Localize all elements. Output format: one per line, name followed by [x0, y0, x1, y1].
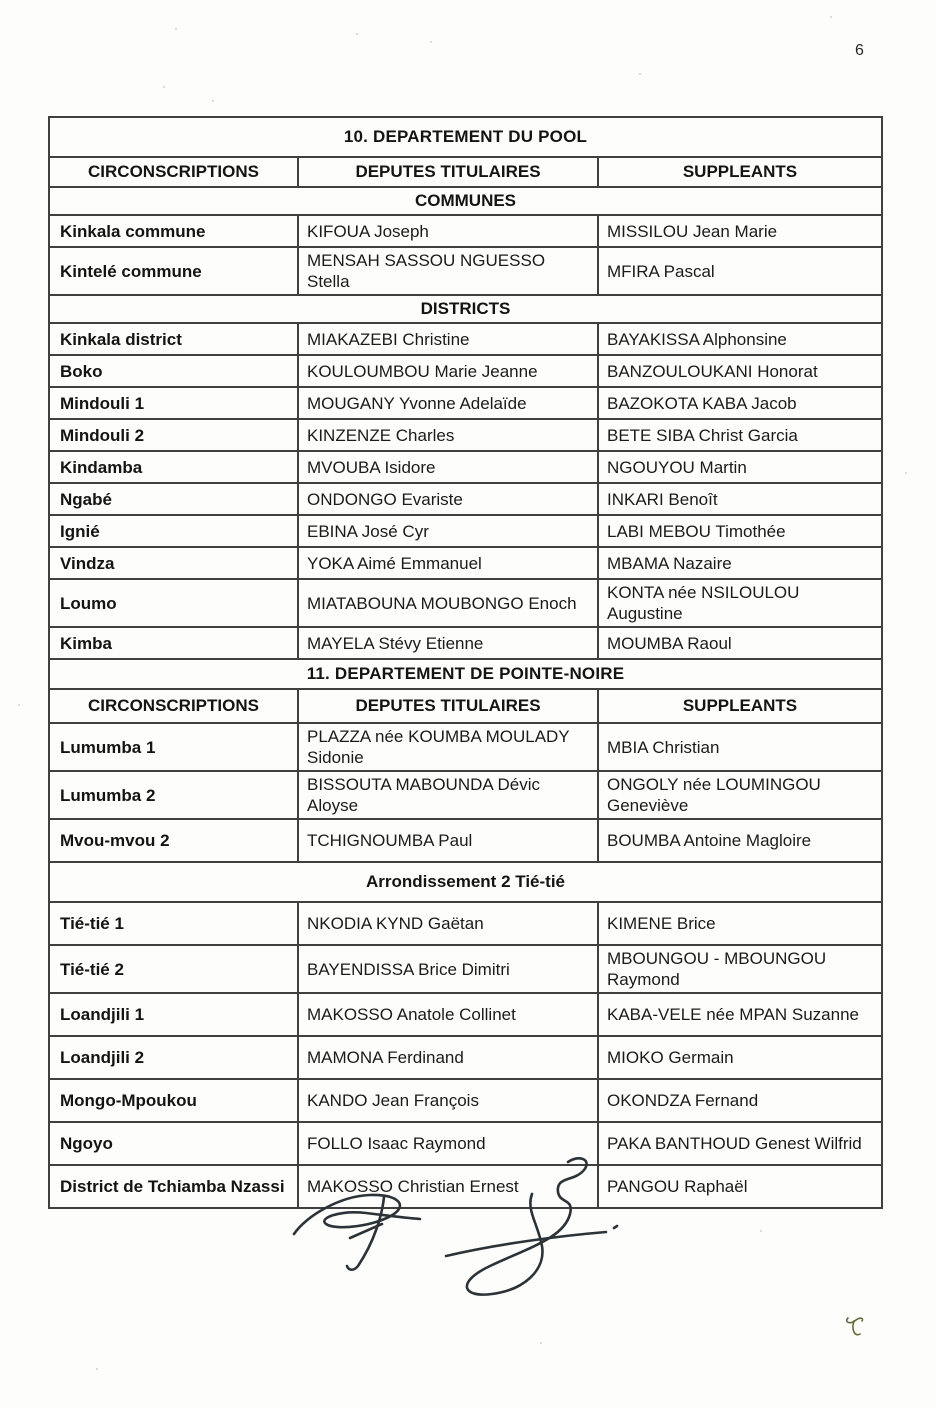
circonscription-cell: Ngoyo [49, 1122, 298, 1165]
suppleant-cell: BANZOULOUKANI Honorat [598, 355, 882, 387]
circonscription-cell: Tié-tié 1 [49, 902, 298, 945]
depute-cell: MAMONA Ferdinand [298, 1036, 598, 1079]
table-row [49, 627, 882, 659]
circonscription-cell: Ignié [49, 515, 298, 547]
table-row [49, 1079, 882, 1122]
depute-cell: KOULOUMBOU Marie Jeanne [298, 355, 598, 387]
depute-cell: MOUGANY Yvonne Adelaïde [298, 387, 598, 419]
suppleant-cell: BETE SIBA Christ Garcia [598, 419, 882, 451]
table-row [49, 451, 882, 483]
table-row [49, 771, 882, 819]
suppleant-cell: BAZOKOTA KABA Jacob [598, 387, 882, 419]
depute-cell: TCHIGNOUMBA Paul [298, 819, 598, 862]
suppleant-cell: BAYAKISSA Alphonsine [598, 323, 882, 355]
circonscription-cell: Loandjili 2 [49, 1036, 298, 1079]
title-row [49, 659, 882, 689]
circonscription-cell: District de Tchiamba Nzassi [49, 1165, 298, 1208]
depute-cell: BISSOUTA MABOUNDA Dévic Aloyse [298, 771, 598, 819]
table-row [49, 993, 882, 1036]
signature-right-icon [428, 1152, 628, 1312]
circonscription-cell: Boko [49, 355, 298, 387]
suppleant-cell: MIOKO Germain [598, 1036, 882, 1079]
table-row [49, 483, 882, 515]
group-row [49, 295, 882, 323]
circonscription-cell: Loumo [49, 579, 298, 627]
column-header: SUPPLEANTS [598, 689, 882, 723]
depute-cell: MVOUBA Isidore [298, 451, 598, 483]
deputies-table-body [49, 117, 882, 1208]
colhead-row [49, 689, 882, 723]
circonscription-cell: Tié-tié 2 [49, 945, 298, 993]
circonscription-cell: Ngabé [49, 483, 298, 515]
deputies-table [48, 116, 883, 1209]
circonscription-cell: Loandjili 1 [49, 993, 298, 1036]
table-row [49, 819, 882, 862]
suppleant-cell: PANGOU Raphaël [598, 1165, 882, 1208]
column-header: DEPUTES TITULAIRES [298, 689, 598, 723]
suppleant-cell: ONGOLY née LOUMINGOU Geneviève [598, 771, 882, 819]
column-header: CIRCONSCRIPTIONS [49, 689, 298, 723]
depute-cell: YOKA Aimé Emmanuel [298, 547, 598, 579]
suppleant-cell: MBOUNGOU - MBOUNGOU Raymond [598, 945, 882, 993]
circonscription-cell: Vindza [49, 547, 298, 579]
circonscription-cell: Mongo-Mpoukou [49, 1079, 298, 1122]
suppleant-cell: OKONDZA Fernand [598, 1079, 882, 1122]
table-row [49, 387, 882, 419]
depute-cell: MIATABOUNA MOUBONGO Enoch [298, 579, 598, 627]
table-row [49, 945, 882, 993]
suppleant-cell: PAKA BANTHOUD Genest Wilfrid [598, 1122, 882, 1165]
suppleant-cell: MFIRA Pascal [598, 247, 882, 295]
circonscription-cell: Mvou-mvou 2 [49, 819, 298, 862]
table-row [49, 419, 882, 451]
suppleant-cell: KABA-VELE née MPAN Suzanne [598, 993, 882, 1036]
group-label: COMMUNES [49, 187, 882, 215]
circonscription-cell: Mindouli 1 [49, 387, 298, 419]
depute-cell: MIAKAZEBI Christine [298, 323, 598, 355]
circonscription-cell: Kindamba [49, 451, 298, 483]
depute-cell: ONDONGO Evariste [298, 483, 598, 515]
suppleant-cell: MISSILOU Jean Marie [598, 215, 882, 247]
depute-cell: MAYELA Stévy Etienne [298, 627, 598, 659]
depute-cell: PLAZZA née KOUMBA MOULADY Sidonie [298, 723, 598, 771]
column-header: DEPUTES TITULAIRES [298, 157, 598, 187]
circonscription-cell: Kintelé commune [49, 247, 298, 295]
pen-mark-icon [836, 1306, 880, 1350]
group-row [49, 862, 882, 902]
table-row [49, 1036, 882, 1079]
table-row [49, 247, 882, 295]
suppleant-cell: INKARI Benoît [598, 483, 882, 515]
circonscription-cell: Mindouli 2 [49, 419, 298, 451]
section-title: 11. DEPARTEMENT DE POINTE-NOIRE [49, 659, 882, 689]
depute-cell: KIFOUA Joseph [298, 215, 598, 247]
group-label: Arrondissement 2 Tié-tié [49, 862, 882, 902]
table-row [49, 547, 882, 579]
page-number: 6 [855, 42, 864, 59]
depute-cell: FOLLO Isaac Raymond [298, 1122, 598, 1165]
depute-cell: MAKOSSO Christian Ernest [298, 1165, 598, 1208]
suppleant-cell: MOUMBA Raoul [598, 627, 882, 659]
table-row [49, 355, 882, 387]
depute-cell: BAYENDISSA Brice Dimitri [298, 945, 598, 993]
table-row [49, 323, 882, 355]
depute-cell: KANDO Jean François [298, 1079, 598, 1122]
table-row [49, 579, 882, 627]
depute-cell: MENSAH SASSOU NGUESSO Stella [298, 247, 598, 295]
table-row [49, 902, 882, 945]
suppleant-cell: LABI MEBOU Timothée [598, 515, 882, 547]
circonscription-cell: Kinkala commune [49, 215, 298, 247]
title-row [49, 117, 882, 157]
suppleant-cell: KONTA née NSILOULOU Augustine [598, 579, 882, 627]
table-row [49, 215, 882, 247]
table-row [49, 515, 882, 547]
scan-speckles [0, 0, 2, 2]
depute-cell: MAKOSSO Anatole Collinet [298, 993, 598, 1036]
suppleant-cell: MBAMA Nazaire [598, 547, 882, 579]
circonscription-cell: Lumumba 2 [49, 771, 298, 819]
column-header: CIRCONSCRIPTIONS [49, 157, 298, 187]
depute-cell: EBINA José Cyr [298, 515, 598, 547]
circonscription-cell: Lumumba 1 [49, 723, 298, 771]
suppleant-cell: MBIA Christian [598, 723, 882, 771]
depute-cell: NKODIA KYND Gaëtan [298, 902, 598, 945]
circonscription-cell: Kinkala district [49, 323, 298, 355]
column-header: SUPPLEANTS [598, 157, 882, 187]
suppleant-cell: BOUMBA Antoine Magloire [598, 819, 882, 862]
suppleant-cell: KIMENE Brice [598, 902, 882, 945]
depute-cell: KINZENZE Charles [298, 419, 598, 451]
section-title: 10. DEPARTEMENT DU POOL [49, 117, 882, 157]
group-label: DISTRICTS [49, 295, 882, 323]
colhead-row [49, 157, 882, 187]
group-row [49, 187, 882, 215]
circonscription-cell: Kimba [49, 627, 298, 659]
table-row [49, 723, 882, 771]
suppleant-cell: NGOUYOU Martin [598, 451, 882, 483]
